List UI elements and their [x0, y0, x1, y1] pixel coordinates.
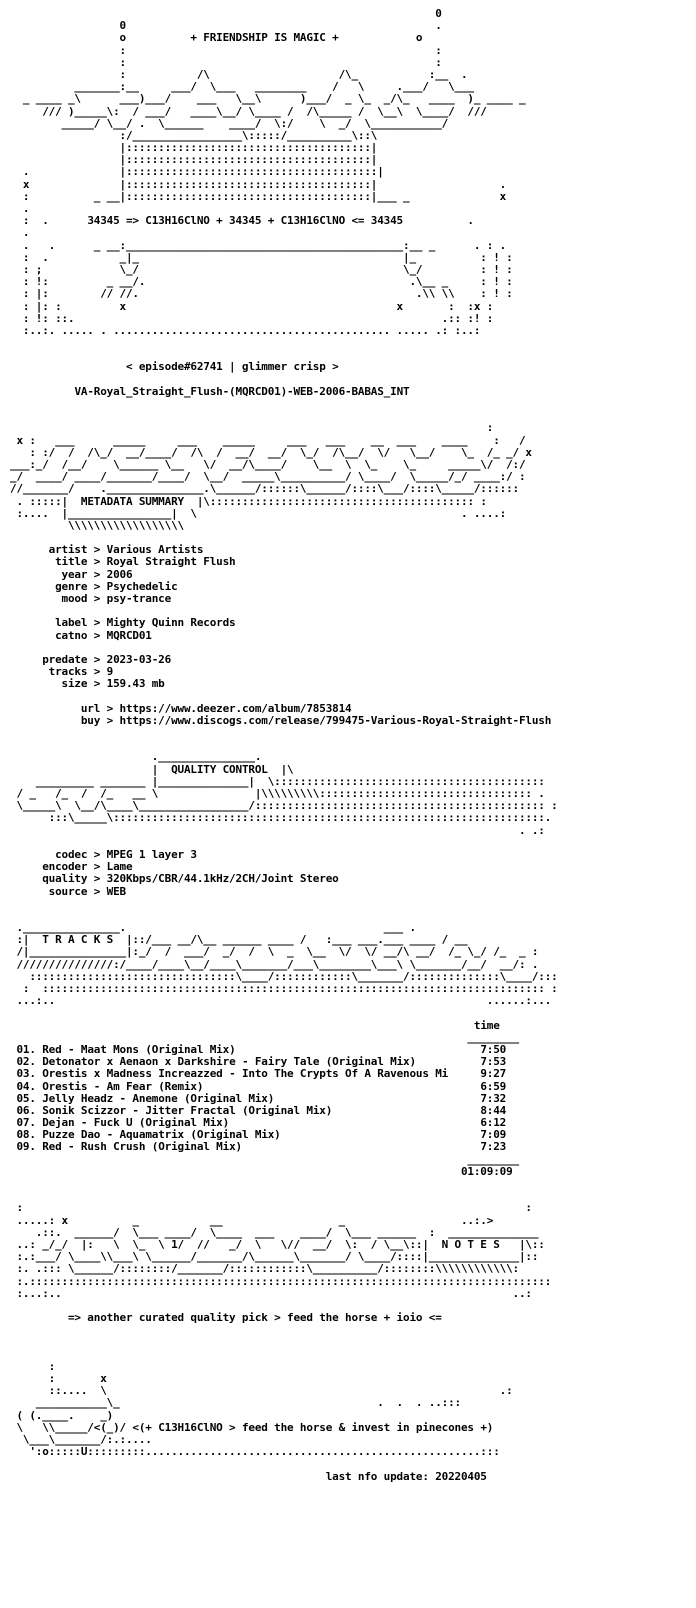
track-number: 04. [16, 1079, 36, 1093]
ascii-art: ///////////////:/____/____\__/____\_______/___\________\___\ \_______/__/ __/: . [10, 957, 539, 971]
track-number: 05. [16, 1091, 36, 1105]
field-encoder-row: encoder > Lame [10, 860, 133, 874]
ascii-art: _/ ____/ ____/_______/____/ \__/ _____\__________/ \____/ \_____/_/ ____:/ : [10, 470, 526, 484]
blank-line [10, 898, 558, 910]
ascii-art: :.... |________________| \ . ....: [10, 506, 507, 520]
ascii-art: 0 [10, 7, 442, 20]
banner-line: o + FRIENDSHIP IS MAGIC + o [10, 31, 423, 45]
ascii-art: ::::::::::::::::::::::::::::::::\____/::::::::::::\_______/::::::::::::::\____/::: [10, 969, 558, 983]
ascii-art: _________ _______ |______________| \:::::::::::::::::::::::::::::::::::::::::: [10, 774, 545, 788]
blank-line [10, 1324, 558, 1336]
ascii-art: ___________\_ . . . ..::: [10, 1396, 461, 1410]
ascii-art: / _ /_ / /_ __ \ |\\\\\\\\\::::::::::::::::::::::::::::::::: . [10, 787, 545, 800]
track-number: 01. [16, 1042, 36, 1056]
ascii-art: .::. ______/ \___ ____/ \____ ___ ____/ \___ ______ : ______________ [10, 1225, 539, 1239]
blank-line [10, 1336, 558, 1348]
track-number: 02. [16, 1055, 36, 1069]
field-codec: MPEG 1 layer 3 [106, 847, 197, 861]
field-quality-row: quality > 320Kbps/CBR/44.1kHz/2CH/Joint Stereo [10, 872, 339, 886]
field-url: https://www.deezer.com/album/7853814 [119, 701, 352, 715]
ascii-art: . [10, 226, 30, 240]
ascii-art: ::.... \ .: [10, 1384, 513, 1398]
field-buy: https://www.discogs.com/release/799475-Various-Royal-Straight-Flush [119, 713, 552, 727]
field-size: 159.43 mb [106, 677, 165, 691]
banner-text: + FRIENDSHIP IS MAGIC + [190, 31, 339, 45]
formula-line: : . 34345 => C13H16ClNO + 34345 + C13H16ClNO <= 34345 . [10, 214, 474, 228]
ascii-art: : /\ /\_ :__ . [10, 67, 468, 81]
footer-text-row: \ \\_____/<(_)/ <(+ C13H16ClNO > feed the horse & invest in pinecones +) [10, 1420, 494, 1434]
field-mood: psy-trance [106, 592, 172, 605]
ascii-art: //_______/ ._______________.\______/::::::\______/::::\___/::::\_____/:::::: [10, 482, 519, 496]
blank-line [10, 398, 558, 410]
field-artist: Various Artists [106, 543, 204, 557]
track-number: 09. [16, 1140, 36, 1154]
ascii-art: : !: _ __/. .\__ _ : ! : [10, 275, 513, 289]
ascii-art: :/_________________\:::::/__________\::\ [10, 128, 378, 142]
field-tracks: 9 [106, 665, 114, 679]
ascii-art: . |:::::::::::::::::::::::::::::::::::::::| [10, 165, 384, 179]
track-time: 7:23 [480, 1140, 507, 1154]
field-source-row: source > WEB [10, 884, 126, 898]
field-codec-row: codec > MPEG 1 layer 3 [10, 847, 197, 861]
nfo-document [10, 8, 558, 1483]
ascii-art: _ ____ _\ ___)___/ ___ \__\ )___/ _ \_ _/\_ ____ )_ ____ _ [10, 92, 526, 106]
blank-line [10, 727, 558, 739]
field-genre-row: genre > Psychedelic [10, 579, 178, 593]
ascii-art: _______:__ ___/ \___ ________ / \ .___/ \___ [10, 80, 474, 94]
metadata-heading-row: . :::::| METADATA SUMMARY |\::::::::::::::::::::::::::::::::::::::::: : [10, 494, 487, 508]
ascii-art: ._______________. [10, 750, 262, 764]
release-row [10, 386, 558, 398]
blank-line [10, 337, 558, 349]
ascii-art: : !: ::. .:: :! : [10, 311, 494, 325]
ascii-art: :.:___/ \____\\___\ \______/_______/\______\_______/ \____/::::|______________|:: [10, 1250, 539, 1264]
ascii-art: ...:.. ......:... [10, 994, 552, 1008]
track-title: Jelly Headz - Anemone (Original Mix) [42, 1091, 455, 1105]
ascii-art: /// )_____\: / ___/ ____\__/ \____ / /\_____ / \__\ \____/ /// [10, 104, 487, 118]
total-time-row [10, 1166, 558, 1178]
field-predate: 2023-03-26 [106, 652, 172, 666]
episode-row [10, 361, 558, 373]
field-catno: MQRCD01 [106, 628, 152, 642]
field-source: WEB [106, 884, 126, 898]
field-title: Royal Straight Flush [106, 555, 236, 569]
footer-text: <(+ C13H16ClNO > feed the horse & invest in pinecones +) [132, 1420, 494, 1434]
ascii-art: :...:.. ..: [10, 1286, 532, 1300]
total-time: 01:09:09 [460, 1164, 513, 1178]
track-number: 07. [16, 1116, 36, 1130]
ascii-art: |::::::::::::::::::::::::::::::::::::::| [10, 141, 378, 155]
ascii-art: x |::::::::::::::::::::::::::::::::::::::| . [10, 177, 507, 191]
field-encoder: Lame [106, 860, 133, 874]
ascii-art: . .: [10, 823, 545, 837]
ascii-art: : [10, 421, 494, 435]
ascii-art: 0 . [10, 19, 442, 33]
notes-text: => another curated quality pick > feed the horse + ioio <= [67, 1311, 442, 1325]
ascii-art: : : [10, 1201, 532, 1215]
field-label-row: label > Mighty Quinn Records [10, 616, 236, 630]
field-mood-row: mood > psy-trance [10, 592, 172, 605]
ascii-art: .....: x _ __ _ ..:.> [10, 1213, 494, 1227]
track-time: 9:27 [480, 1067, 507, 1081]
ascii-art: : x [10, 1372, 107, 1385]
ascii-art: :.::::::::::::::::::::::::::::::::::::::::::::::::::::::::::::::::::::::::::::::::: [10, 1274, 552, 1288]
track-title: Red - Maat Mons (Original Mix) [42, 1042, 455, 1056]
ascii-art: ________ [10, 1152, 519, 1166]
tracks-heading: T R A C K S [42, 933, 114, 947]
track-title: Detonator x Aenaon x Darkshire - Fairy Tale (Original Mix) [42, 1055, 455, 1069]
track-number: 03. [16, 1067, 36, 1081]
ascii-art: \_____\ \__/\____\_________________/::::::::::::::::::::::::::::::::::::::::::::: : [10, 799, 558, 813]
track-time: 7:09 [480, 1128, 507, 1142]
ascii-art: \\\\\\\\\\\\\\\\\\ [10, 518, 184, 532]
blank-line [10, 1178, 558, 1190]
field-predate-row: predate > 2023-03-26 [10, 652, 172, 666]
field-size-row: size > 159.43 mb [10, 677, 165, 691]
track-time: 8:44 [480, 1103, 507, 1117]
track-number: 06. [16, 1103, 36, 1117]
field-buy-row: buy > https://www.discogs.com/release/799475-Various-Royal-Straight-Flush [10, 713, 552, 727]
notes-heading-row: ..: _/_/ |: \ \_ \ 1/ // _/ \ \// __/ \: / \__\::| N O T E S |\:: [10, 1237, 545, 1251]
ascii-art: :. .::: \______/::::::::/_______/::::::::::::\__________/::::::::\\\\\\\\\\\\: [10, 1262, 519, 1276]
field-year: 2006 [106, 567, 133, 581]
formula-text: 34345 => C13H16ClNO + 34345 + C13H16ClNO <= 34345 [87, 214, 403, 228]
track-time: 7:50 [480, 1042, 507, 1056]
track-row [10, 1141, 558, 1153]
notes-text-row [10, 1312, 558, 1324]
field-artist-row: artist > Various Artists [10, 543, 204, 557]
ascii-art: : ; \_/ \_/ : ! : [10, 262, 513, 276]
field-tracks-row: tracks > 9 [10, 665, 114, 679]
track-time: 6:12 [480, 1116, 507, 1130]
last-update-row [10, 1471, 558, 1483]
track-time: 6:59 [480, 1079, 507, 1093]
tracklist-header-row [10, 1020, 558, 1032]
metadata-heading: METADATA SUMMARY [80, 494, 184, 508]
ascii-art: _____/ \__/ . \______ ____/ \:/ \ _/ \___________/ [10, 116, 449, 130]
ascii-art: :..:. ..... . ........................................... ..... .: :..: [10, 323, 481, 337]
track-number: 08. [16, 1128, 36, 1142]
ascii-art: ._______________. ___ . [10, 921, 416, 935]
track-title: Orestis - Am Fear (Remix) [42, 1079, 455, 1093]
ascii-art: : : [10, 55, 442, 69]
quality-heading: QUALITY CONTROL [171, 762, 268, 776]
release-name: VA-Royal_Straight_Flush-(MQRCD01)-WEB-2006-BABAS_INT [74, 384, 410, 398]
episode-line: < episode#62741 | glimmer crisp > [125, 360, 339, 374]
last-update: last nfo update: 20220405 [325, 1469, 487, 1483]
ascii-art: : . _|_ |_ : ! : [10, 250, 513, 264]
ascii-art: ':o:::::U:::::::::....................................................::: [10, 1445, 500, 1459]
ascii-art: x : ___ _____ ___ _____ ___ ___ __ ___ ____ : / [10, 433, 526, 447]
ascii-art: /|_______________|:_/ / ___/ _/ / \ _ \__ \/ \/ __/\ __/ /_ \_/ /_ _ : [10, 945, 539, 959]
field-catno-row: catno > MQRCD01 [10, 628, 152, 642]
field-label: Mighty Quinn Records [106, 616, 236, 630]
tracks-heading-row: :| T R A C K S |::/___ __/\__ ______ ____ / :___ ___.___ ____ / __ [10, 933, 468, 947]
ascii-art: : |: : x x : :x : [10, 299, 494, 313]
ascii-art: : :/ / /\_/ __/____/ /\ / __/ __/ \_/ /\__/ \/ \__/ \_ /_ _/ x [10, 445, 532, 459]
field-year-row: year > 2006 [10, 567, 133, 581]
blank-line [10, 1349, 558, 1361]
ascii-art: ________ [10, 1030, 519, 1044]
track-title: Dejan - Fuck U (Original Mix) [42, 1116, 455, 1130]
track-title: Orestis x Madness Increazzed - Into The Crypts Of A Ravenous Mi [42, 1067, 455, 1081]
field-url-row: url > https://www.deezer.com/album/7853814 [10, 701, 352, 715]
ascii-art: . . _ __:___________________________________________:__ _ . : . [10, 238, 507, 252]
track-title: Red - Rush Crush (Original Mix) [42, 1140, 455, 1154]
ascii-art: : :::::::::::::::::::::::::::::::::::::::::::::::::::::::::::::::::::::::::::::: : [10, 982, 558, 995]
ascii-art: : |: // //. .\\ \\ : ! : [10, 287, 513, 301]
quality-heading-row: | QUALITY CONTROL |\ [10, 762, 294, 776]
track-time: 7:32 [480, 1091, 507, 1105]
ascii-art: ( (.____. _) [10, 1408, 114, 1422]
field-title-row: title > Royal Straight Flush [10, 555, 236, 569]
track-title: Sonik Scizzor - Jitter Fractal (Original Mix) [42, 1103, 455, 1117]
field-quality: 320Kbps/CBR/44.1kHz/2CH/Joint Stereo [106, 872, 339, 886]
ascii-art: |::::::::::::::::::::::::::::::::::::::| [10, 153, 378, 167]
ascii-art: : _ __|::::::::::::::::::::::::::::::::::::::|___ _ x [10, 189, 507, 203]
ascii-art: : : [10, 43, 442, 57]
track-title: Puzze Dao - Aquamatrix (Original Mix) [42, 1128, 455, 1142]
notes-heading: N O T E S [441, 1237, 500, 1251]
ascii-art: ___:_/ /__/ \______ \__ \/ __/\____/ \__ \ \_ \_ _____\/ /:/ [10, 457, 526, 471]
track-time: 7:53 [480, 1055, 507, 1069]
ascii-art: . [10, 202, 30, 215]
tracklist-time-header: time [473, 1018, 500, 1032]
field-genre: Psychedelic [106, 579, 178, 593]
ascii-art: \___\_______/:.:.... [10, 1432, 152, 1446]
ascii-art: : [10, 1359, 56, 1373]
ascii-art: :::\_____\:::::::::::::::::::::::::::::::::::::::::::::::::::::::::::::::::::. [10, 811, 552, 825]
